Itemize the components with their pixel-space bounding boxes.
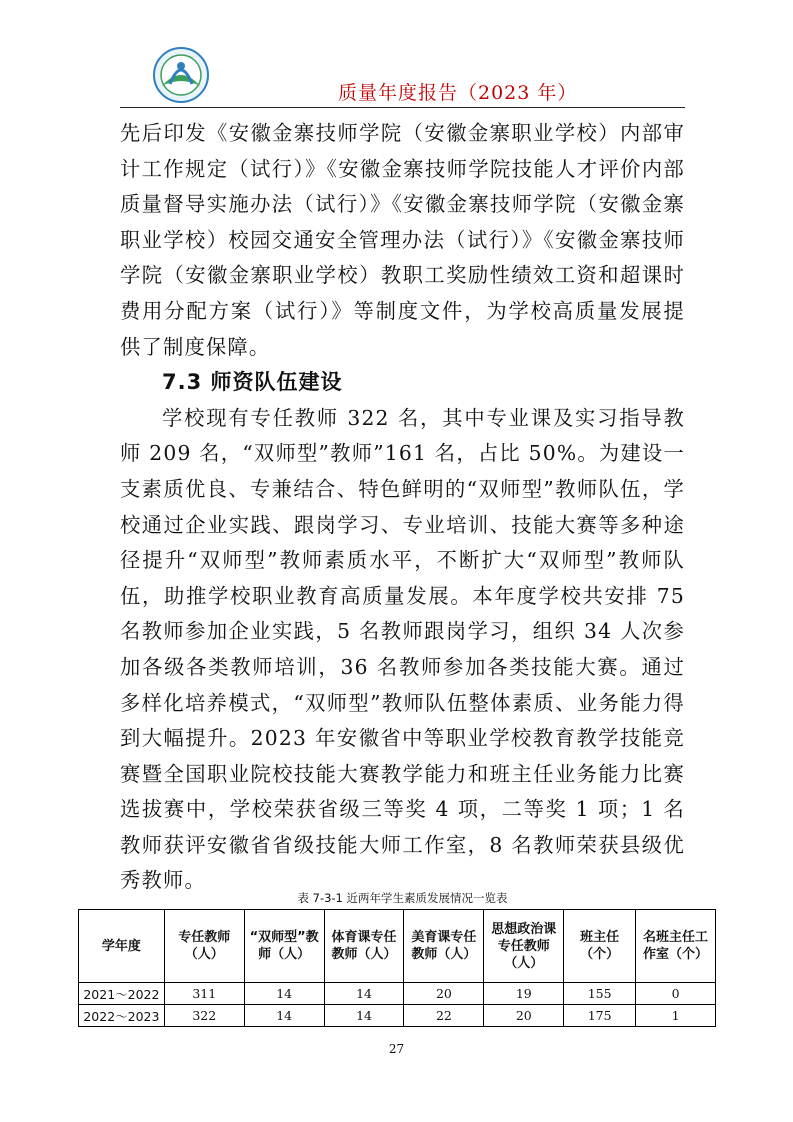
- table-cell: 155: [564, 983, 636, 1005]
- report-header-title: 质量年度报告（2023 年）: [338, 82, 578, 104]
- table-cell: 14: [324, 1005, 404, 1027]
- school-emblem-icon: [150, 46, 212, 104]
- table-cell: 2022～2023: [79, 1005, 165, 1027]
- table-cell: 175: [564, 1005, 636, 1027]
- table-row: [79, 1005, 716, 1027]
- section-heading: 7.3 师资队伍建设: [162, 370, 343, 395]
- table-cell: 19: [484, 983, 564, 1005]
- table-cell: 14: [244, 983, 324, 1005]
- document-body: [120, 116, 685, 899]
- table-header-cell: 体育课专任教师（人）: [324, 910, 404, 983]
- table-header-cell: 思想政治课专任教师（人）: [484, 910, 564, 983]
- table-cell: 0: [636, 983, 716, 1005]
- table-header-cell: 名班主任工作室（个）: [636, 910, 716, 983]
- table-caption: 表 7-3-1 近两年学生素质发展情况一览表: [297, 891, 508, 905]
- table-header-cell: 班主任（个）: [564, 910, 636, 983]
- table-cell: 322: [164, 1005, 244, 1027]
- table-cell: 20: [484, 1005, 564, 1027]
- table-cell: 14: [324, 983, 404, 1005]
- table-header-cell: “双师型”教师（人）: [244, 910, 324, 983]
- table-cell: 22: [404, 1005, 484, 1027]
- body-paragraph: 先后印发《安徽金寨技师学院（安徽金寨职业学校）内部审计工作规定（试行）》《安徽金寨技师学院技能人才评价内部质量督导实施办法（试行）》《安徽金寨技师学院（安徽金寨职业学校）校园交通安全管理办法（试行）》《安徽金寨技师学院（安徽金寨职业学校）教职工奖励性绩效工资和超课时费用分配方案（试行）》等制度文件，为学校高质量发展提供了制度保障。: [120, 121, 685, 359]
- table-header-cell: 专任教师（人）: [164, 910, 244, 983]
- body-paragraph: 学校现有专任教师 322 名，其中专业课及实习指导教师 209 名，“双师型”教师”161 名，占比 50%。为建设一支素质优良、专兼结合、特色鲜明的“双师型”教师队伍，学校通过企业实践、跟岗学习、专业培训、技能大赛等多种途径提升“双师型”教师素质水平，不断扩大“双师型”教师队伍，助推学校职业教育高质量发展。本年度学校共安排 75 名教师参加企业实践，5 名教师跟岗学习，组织 34 人次参加各级各类教师培训，36 名教师参加各类技能大赛。通过多样化培养模式，“双师型”教师队伍整体素质、业务能力得到大幅提升。2023 年安徽省中等职业学校教育教学技能竞赛暨全国职业院校技能大赛教学能力和班主任业务能力比赛选拔赛中，学校荣获省级三等奖 4 项，二等奖 1 项；1 名教师获评安徽省省级技能大师工作室，8 名教师荣获县级优秀教师。: [120, 405, 685, 893]
- header-divider: [120, 107, 685, 108]
- table-header-cell: 学年度: [79, 910, 165, 983]
- page-number: 27: [388, 1042, 405, 1056]
- table-cell: 14: [244, 1005, 324, 1027]
- table-row: [79, 983, 716, 1005]
- table-header-cell: 美育课专任教师（人）: [404, 910, 484, 983]
- table-cell: 20: [404, 983, 484, 1005]
- table-header-row: [79, 910, 716, 983]
- table-cell: 1: [636, 1005, 716, 1027]
- table-cell: 2021～2022: [79, 983, 165, 1005]
- teacher-stats-table: [78, 909, 716, 1027]
- table-cell: 311: [164, 983, 244, 1005]
